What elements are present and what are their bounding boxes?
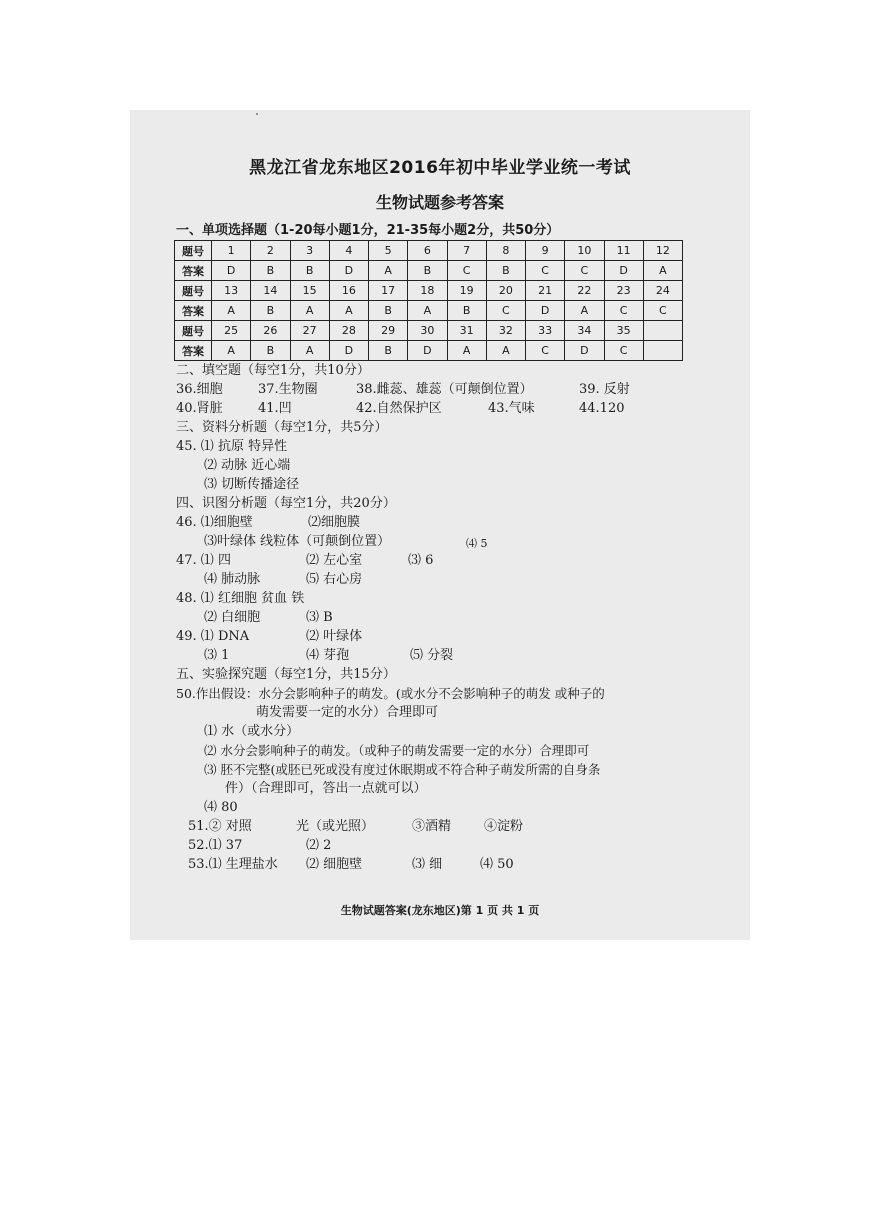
answer-50-4: ⑷ 80 bbox=[204, 800, 238, 815]
answer-40: 40.肾脏 bbox=[176, 401, 223, 416]
answer-52-2: ⑵ 2 bbox=[306, 838, 332, 853]
table-cell: 33 bbox=[526, 321, 565, 341]
table-cell: 7 bbox=[447, 241, 486, 261]
table-row bbox=[175, 261, 683, 281]
table-cell: 9 bbox=[526, 241, 565, 261]
table-cell: 26 bbox=[251, 321, 290, 341]
table-cell: D bbox=[604, 261, 643, 281]
table-cell: 24 bbox=[643, 281, 682, 301]
table-cell: D bbox=[565, 341, 604, 361]
answer-47-2: ⑵ 左心室 bbox=[306, 553, 363, 568]
answer-45-1: 45. ⑴ 抗原 特异性 bbox=[176, 439, 288, 454]
scan-speck bbox=[256, 113, 258, 115]
table-cell: A bbox=[565, 301, 604, 321]
table-cell: 28 bbox=[329, 321, 368, 341]
section-3-heading: 三、资料分析题（每空1分，共5分） bbox=[176, 420, 388, 435]
answer-53-4: ⑷ 50 bbox=[480, 857, 514, 872]
table-row bbox=[175, 321, 683, 341]
section-2-heading: 二、填空题（每空1分，共10分） bbox=[176, 363, 370, 378]
section-5-heading: 五、实验探究题（每空1分，共15分） bbox=[176, 667, 396, 682]
table-row bbox=[175, 301, 683, 321]
document-title: 黑龙江省龙东地区2016年初中毕业学业统一考试 bbox=[249, 158, 631, 178]
row-label-number: 题号 bbox=[175, 321, 212, 341]
document-subtitle: 生物试题参考答案 bbox=[375, 193, 504, 212]
table-cell: 21 bbox=[526, 281, 565, 301]
answer-50-3: ⑶ 胚不完整(或胚已死或没有度过休眠期或不符合种子萌发所需的自身条 bbox=[204, 762, 601, 777]
answer-47-5: ⑸ 右心房 bbox=[306, 572, 363, 587]
table-cell: 12 bbox=[643, 241, 682, 261]
table-row bbox=[175, 241, 683, 261]
table-cell: 6 bbox=[408, 241, 447, 261]
answer-50-2: ⑵ 水分会影响种子的萌发。（或种子的萌发需要一定的水分）合理即可 bbox=[204, 743, 590, 758]
table-cell: B bbox=[447, 301, 486, 321]
section-1-heading: 一、单项选择题（1-20每小题1分，21-35每小题2分，共50分） bbox=[176, 223, 560, 238]
table-cell: B bbox=[486, 261, 525, 281]
table-cell: 13 bbox=[212, 281, 251, 301]
page-footer: 生物试题答案(龙东地区)第 1 页 共 1 页 bbox=[340, 904, 540, 917]
table-cell: B bbox=[408, 261, 447, 281]
answer-50-hypothesis-cont: 萌发需要一定的水分）合理即可 bbox=[256, 705, 439, 720]
table-cell: 22 bbox=[565, 281, 604, 301]
table-row bbox=[175, 341, 683, 361]
table-cell: 17 bbox=[369, 281, 408, 301]
table-cell: C bbox=[486, 301, 525, 321]
answer-43: 43.气味 bbox=[488, 401, 535, 416]
table-cell: A bbox=[212, 301, 251, 321]
table-cell: 8 bbox=[486, 241, 525, 261]
table-cell: 35 bbox=[604, 321, 643, 341]
answer-44: 44.120 bbox=[579, 401, 625, 416]
answer-42: 42.自然保护区 bbox=[356, 401, 442, 416]
row-label-number: 题号 bbox=[175, 241, 212, 261]
table-cell: D bbox=[329, 341, 368, 361]
answer-49-4: ⑷ 芽孢 bbox=[306, 648, 350, 663]
table-cell: 25 bbox=[212, 321, 251, 341]
table-cell: A bbox=[290, 301, 329, 321]
answer-51-4: ④淀粉 bbox=[484, 819, 524, 834]
answer-52-1: 52.⑴ 37 bbox=[188, 838, 243, 853]
table-cell: 10 bbox=[565, 241, 604, 261]
answer-table bbox=[174, 240, 683, 361]
table-cell: 3 bbox=[290, 241, 329, 261]
table-cell: C bbox=[643, 301, 682, 321]
table-cell: C bbox=[526, 261, 565, 281]
table-cell: A bbox=[447, 341, 486, 361]
section-4-heading: 四、识图分析题（每空1分，共20分） bbox=[176, 496, 396, 511]
table-cell: 32 bbox=[486, 321, 525, 341]
answer-39: 39. 反射 bbox=[579, 382, 630, 397]
table-cell: A bbox=[643, 261, 682, 281]
table-cell bbox=[643, 341, 682, 361]
answer-53-2: ⑵ 细胞壁 bbox=[306, 857, 363, 872]
answer-47-3: ⑶ 6 bbox=[408, 553, 434, 568]
answer-37: 37.生物圈 bbox=[258, 382, 318, 397]
table-cell: 4 bbox=[329, 241, 368, 261]
answer-46-2: ⑵细胞膜 bbox=[308, 515, 361, 530]
table-cell: C bbox=[604, 341, 643, 361]
table-cell: 5 bbox=[369, 241, 408, 261]
table-cell: C bbox=[604, 301, 643, 321]
answer-36: 36.细胞 bbox=[176, 382, 223, 397]
table-cell: A bbox=[486, 341, 525, 361]
table-cell: 23 bbox=[604, 281, 643, 301]
answer-51-3: ③酒精 bbox=[412, 819, 452, 834]
table-cell: D bbox=[329, 261, 368, 281]
table-cell: 19 bbox=[447, 281, 486, 301]
table-cell: A bbox=[408, 301, 447, 321]
answer-49-5: ⑸ 分裂 bbox=[410, 648, 454, 663]
answer-53-1: 53.⑴ 生理盐水 bbox=[188, 857, 278, 872]
table-cell: 29 bbox=[369, 321, 408, 341]
row-label-answer: 答案 bbox=[175, 301, 212, 321]
table-cell: A bbox=[212, 341, 251, 361]
table-cell: D bbox=[526, 301, 565, 321]
table-cell: B bbox=[290, 261, 329, 281]
table-cell: 30 bbox=[408, 321, 447, 341]
table-cell: 2 bbox=[251, 241, 290, 261]
row-label-answer: 答案 bbox=[175, 261, 212, 281]
answer-47-1: 47. ⑴ 四 bbox=[176, 553, 231, 568]
table-cell: 18 bbox=[408, 281, 447, 301]
table-cell: A bbox=[329, 301, 368, 321]
answer-49-2: ⑵ 叶绿体 bbox=[306, 629, 363, 644]
answer-51-light: 光（或光照） bbox=[296, 819, 375, 834]
answer-51-2: 51.② 对照 bbox=[188, 819, 252, 834]
answer-46-1: 46. ⑴细胞壁 bbox=[176, 515, 253, 530]
table-cell: D bbox=[408, 341, 447, 361]
answer-45-2: ⑵ 动脉 近心端 bbox=[204, 458, 291, 473]
table-cell: B bbox=[369, 301, 408, 321]
table-cell: 11 bbox=[604, 241, 643, 261]
table-cell: B bbox=[251, 301, 290, 321]
answer-49-1: 49. ⑴ DNA bbox=[176, 629, 250, 644]
row-label-answer: 答案 bbox=[175, 341, 212, 361]
answer-50-hypothesis: 50.作出假设：水分会影响种子的萌发。(或水分不会影响种子的萌发 或种子的 bbox=[176, 686, 605, 701]
table-cell: 16 bbox=[329, 281, 368, 301]
table-cell: C bbox=[565, 261, 604, 281]
table-cell: 1 bbox=[212, 241, 251, 261]
table-cell: B bbox=[251, 261, 290, 281]
row-label-number: 题号 bbox=[175, 281, 212, 301]
table-cell: C bbox=[526, 341, 565, 361]
answer-48-2: ⑵ 白细胞 bbox=[204, 610, 261, 625]
answer-48-1: 48. ⑴ 红细胞 贫血 铁 bbox=[176, 591, 305, 606]
table-cell: 15 bbox=[290, 281, 329, 301]
answer-53-3: ⑶ 细 bbox=[412, 857, 443, 872]
table-cell: 20 bbox=[486, 281, 525, 301]
answer-48-3: ⑶ B bbox=[306, 610, 333, 625]
answer-41: 41.凹 bbox=[258, 401, 292, 416]
table-cell: 14 bbox=[251, 281, 290, 301]
table-cell: B bbox=[369, 341, 408, 361]
table-cell: B bbox=[251, 341, 290, 361]
answer-38: 38.雌蕊、雄蕊（可颠倒位置） bbox=[356, 382, 533, 397]
table-cell: 27 bbox=[290, 321, 329, 341]
answer-46-4: ⑷ 5 bbox=[466, 537, 488, 550]
table-cell: A bbox=[369, 261, 408, 281]
answer-50-3-cont: 件）（合理即可，答出一点就可以） bbox=[225, 781, 427, 796]
answer-45-3: ⑶ 切断传播途径 bbox=[204, 477, 300, 492]
answer-47-4: ⑷ 肺动脉 bbox=[204, 572, 261, 587]
table-cell: 34 bbox=[565, 321, 604, 341]
table-cell: C bbox=[447, 261, 486, 281]
table-row bbox=[175, 281, 683, 301]
table-cell: 31 bbox=[447, 321, 486, 341]
answer-46-3: ⑶叶绿体 线粒体（可颠倒位置） bbox=[204, 534, 391, 549]
table-cell bbox=[643, 321, 682, 341]
table-cell: D bbox=[212, 261, 251, 281]
answer-49-3: ⑶ 1 bbox=[204, 648, 230, 663]
table-cell: A bbox=[290, 341, 329, 361]
answer-50-1: ⑴ 水（或水分） bbox=[204, 724, 300, 739]
